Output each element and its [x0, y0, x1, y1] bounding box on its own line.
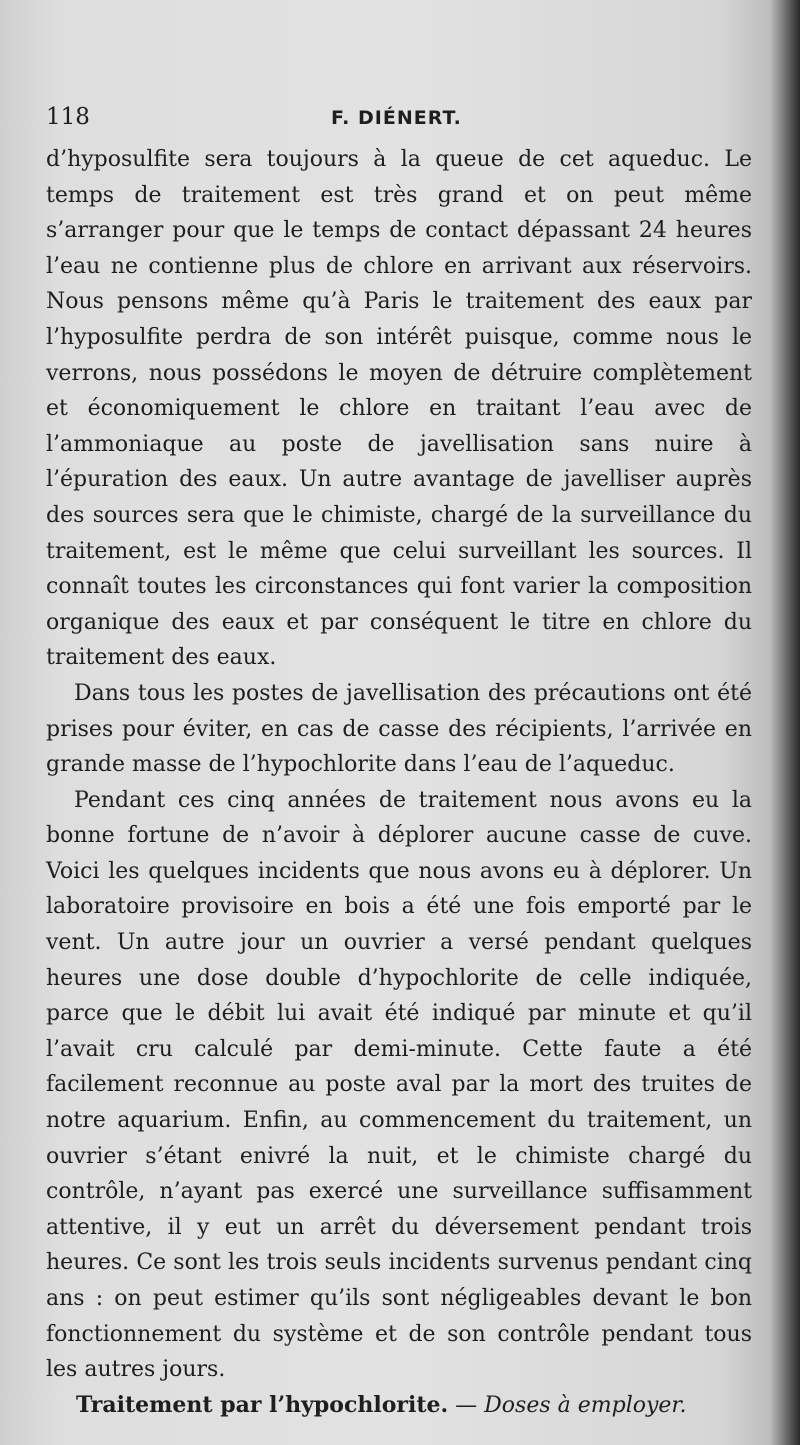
section-heading-title: Traitement par l’hypochlorite. — [76, 1391, 449, 1418]
section-heading-separator: — — [448, 1392, 485, 1418]
paragraph-2: Dans tous les postes de javellisation des précautions ont été prises pour éviter, en cas de casse des récipients, l’arrivée en grande masse de l’hypochlorite dans l’eau de l’aqueduc. — [46, 680, 752, 778]
body-text — [46, 142, 752, 1423]
section-heading — [46, 1388, 752, 1424]
paragraph-3: Pendant ces cinq années de traitement nous avons eu la bonne fortune de n’avoir à déplorer aucune casse de cuve. Voici les quelques incidents que nous avons eu à déplorer. Un laboratoire provisoire en bois a été une fois emporté par le vent. Un autre jour un ouvrier a versé pendant quelques heures une dose double d’hypochlorite de celle indiquée, parce que le débit lui avait été indiqué par minute et qu’il l’avait cru calculé par demi-minute. Cette faute a été facilement reconnue au poste aval par la mort des truites de notre aquarium. Enfin, au commencement du traitement, un ouvrier s’étant enivré la nuit, et le chimiste chargé du contrôle, n’ayant pas exercé une surveillance suffisamment attentive, il y eut un arrêt du déversement pendant trois heures. Ce sont les trois seuls incidents survenus pendant cinq ans : on peut estimer qu’ils sont négligeables devant le bon fonctionnement du système et de son contrôle pendant tous les autres jours. — [46, 787, 752, 1383]
running-head-author: F. DIÉNERT. — [331, 107, 462, 129]
page-header — [46, 104, 746, 134]
section-heading-subtitle: Doses à employer. — [484, 1392, 687, 1418]
page-number: 118 — [46, 104, 90, 130]
paragraph-1: d’hyposulfite sera toujours à la queue de cet aqueduc. Le temps de traitement est très grand et on peut même s’arranger pour que le temps de contact dépassant 24 heures l’eau ne contienne plus de chlore en arrivant aux réservoirs. Nous pensons même qu’à Paris le traitement des eaux par l’hyposulfite perdra de son intérêt puisque, comme nous le verrons, nous possédons le moyen de détruire complètement et économiquement le chlore en traitant l’eau avec de l’ammoniaque au poste de javellisation sans nuire à l’épuration des eaux. Un autre avantage de javelliser auprès des sources sera que le chimiste, chargé de la surveillance du traitement, est le même que celui surveillant les sources. Il connaît toutes les circonstances qui font varier la composition organique des eaux et par conséquent le titre en chlore du traitement des eaux. — [46, 147, 752, 671]
